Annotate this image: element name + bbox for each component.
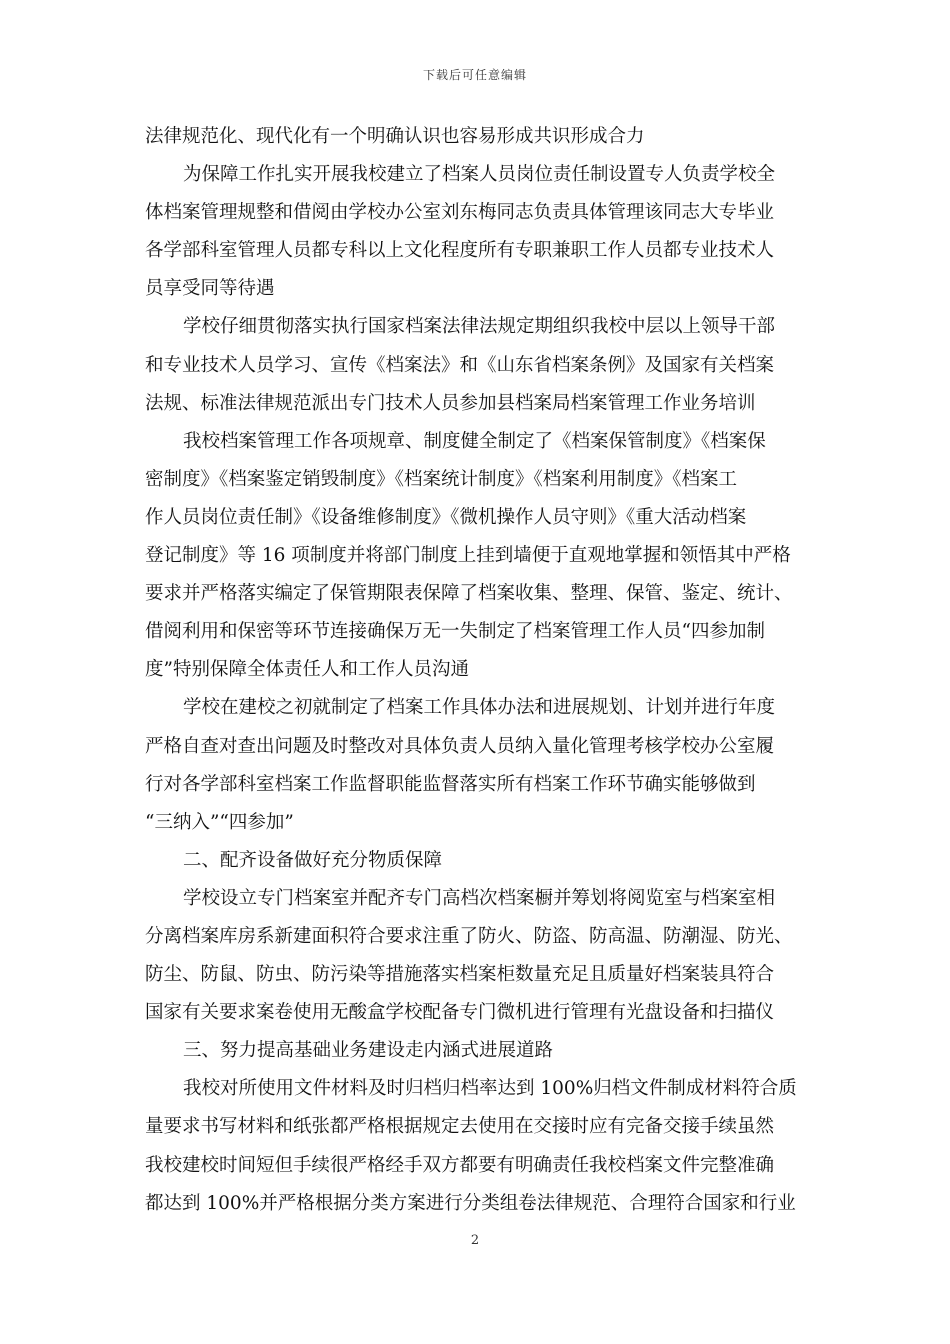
- paragraph-start-line: 我校对所使用文件材料及时归档归档率达到 100%归档文件制成材料符合质: [183, 1078, 797, 1100]
- paragraph-start-line: 学校在建校之初就制定了档案工作具体办法和进展规划、计划并进行年度: [183, 697, 776, 719]
- page-header: 下载后可任意编辑: [422, 68, 527, 82]
- text-line: 国家有关要求案卷使用无酸盒学校配备专门微机进行管理有光盘设备和扫描仪: [145, 1002, 775, 1024]
- text-line: 度”特别保障全体责任人和工作人员沟通: [145, 659, 469, 681]
- text-line: “三纳入”“四参加”: [145, 811, 294, 833]
- paragraph-start-line: 为保障工作扎实开展我校建立了档案人员岗位责任制设置专人负责学校全: [183, 164, 776, 186]
- text-line: 防尘、防鼠、防虫、防污染等措施落实档案柜数量充足且质量好档案装具符合: [145, 964, 775, 986]
- paragraph-start-line: 学校设立专门档案室并配齐专门高档次档案橱并筹划将阅览室与档案室相: [183, 887, 776, 909]
- section-heading: 二、配齐设备做好充分物质保障: [183, 849, 443, 871]
- text-line: 密制度》《档案鉴定销毁制度》《档案统计制度》《档案利用制度》《档案工: [145, 468, 738, 490]
- page-number: 2: [470, 1233, 480, 1248]
- text-line: 法规、标准法律规范派出专门技术人员参加县档案局档案管理工作业务培训: [145, 392, 756, 414]
- text-line: 借阅利用和保密等环节连接确保万无一失制定了档案管理工作人员“四参加制: [145, 621, 765, 643]
- document-body: [145, 118, 815, 1223]
- text-line: 和专业技术人员学习、宣传《档案法》和《山东省档案条例》及国家有关档案: [145, 354, 775, 376]
- paragraph-start-line: 学校仔细贯彻落实执行国家档案法律法规定期组织我校中层以上领导干部: [183, 316, 776, 338]
- text-line: 作人员岗位责任制》《设备维修制度》《微机操作人员守则》《重大活动档案: [145, 506, 747, 528]
- text-line: 员享受同等待遇: [145, 278, 275, 300]
- text-line: 量要求书写材料和纸张都严格根据规定去使用在交接时应有完备交接手续虽然: [145, 1116, 775, 1138]
- text-line: 各学部科室管理人员都专科以上文化程度所有专职兼职工作人员都专业技术人: [145, 240, 775, 262]
- text-line: 分离档案库房系新建面积符合要求注重了防火、防盗、防高温、防潮湿、防光、: [145, 925, 793, 947]
- text-line: 法律规范化、现代化有一个明确认识也容易形成共识形成合力: [145, 126, 645, 147]
- text-line: 我校建校时间短但手续很严格经手双方都要有明确责任我校档案文件完整准确: [145, 1154, 775, 1176]
- text-line: 登记制度》等 16 项制度并将部门制度上挂到墙便于直观地掌握和领悟其中严格: [145, 545, 791, 567]
- text-line: 严格自查对查出问题及时整改对具体负责人员纳入量化管理考核学校办公室履: [145, 735, 775, 757]
- text-line: 要求并严格落实编定了保管期限表保障了档案收集、整理、保管、鉴定、统计、: [145, 583, 793, 605]
- text-line: 都达到 100%并严格根据分类方案进行分类组卷法律规范、合理符合国家和行业: [145, 1192, 796, 1214]
- paragraph-start-line: 我校档案管理工作各项规章、制度健全制定了《档案保管制度》《档案保: [183, 430, 766, 452]
- section-heading: 三、努力提高基础业务建设走内涵式进展道路: [183, 1040, 554, 1062]
- text-line: 行对各学部科室档案工作监督职能监督落实所有档案工作环节确实能够做到: [145, 773, 756, 795]
- text-line: 体档案管理规整和借阅由学校办公室刘东梅同志负责具体管理该同志大专毕业: [145, 202, 775, 224]
